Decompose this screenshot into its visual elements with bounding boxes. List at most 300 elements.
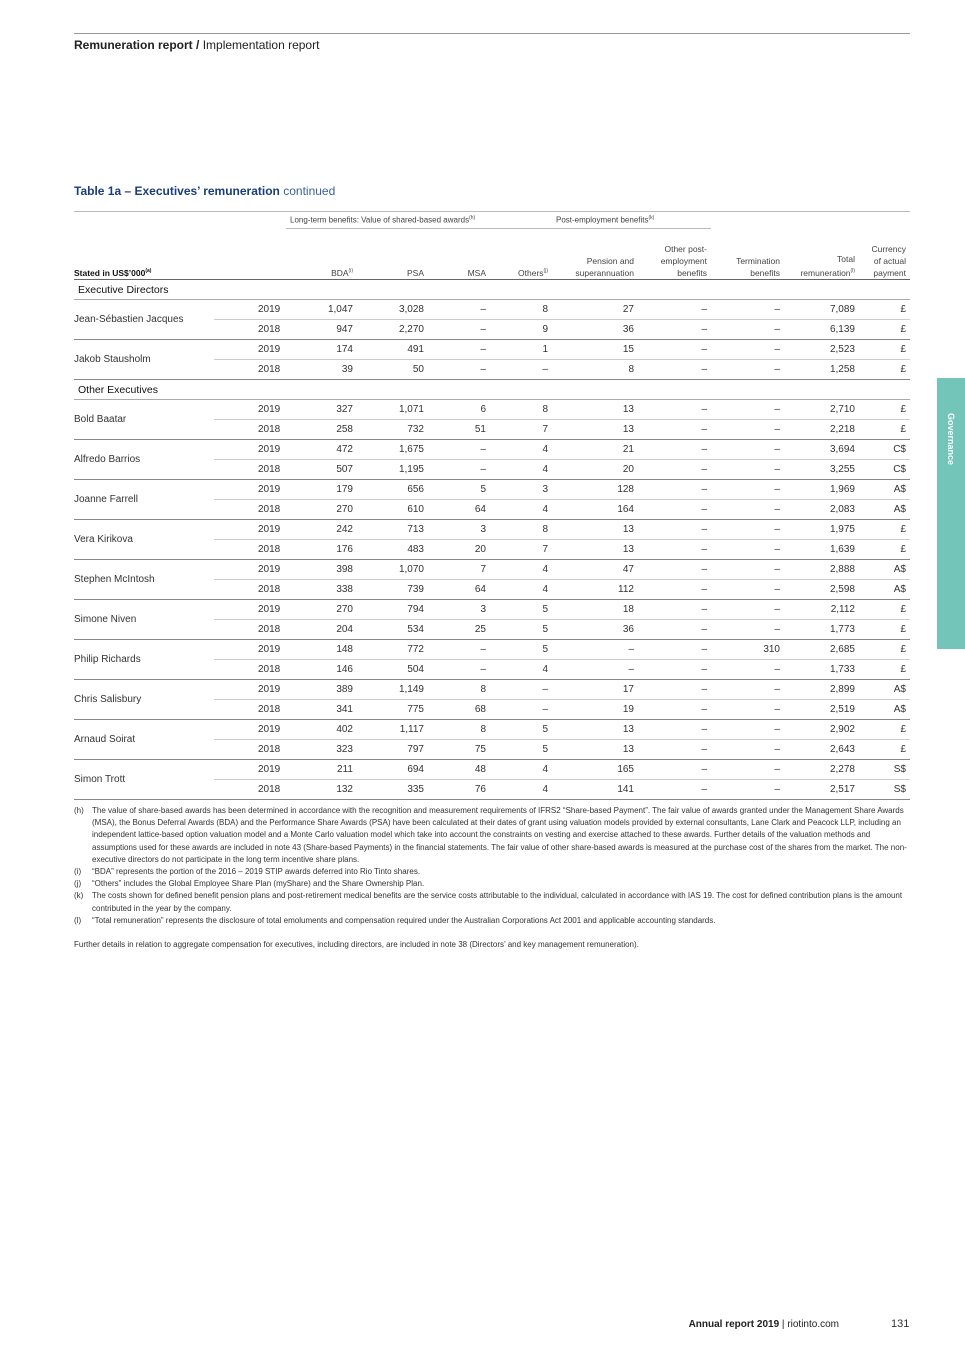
- value-cell: 165: [552, 760, 638, 780]
- top-rule: [74, 33, 910, 34]
- value-cell: S$: [859, 760, 910, 780]
- value-cell: 68: [428, 700, 490, 720]
- value-cell: 1,969: [784, 480, 859, 500]
- value-cell: A$: [859, 560, 910, 580]
- table-row: [74, 400, 910, 420]
- year-cell: 2019: [214, 720, 286, 740]
- value-cell: –: [711, 560, 784, 580]
- value-cell: 19: [552, 700, 638, 720]
- value-cell: 258: [286, 420, 357, 440]
- value-cell: 146: [286, 660, 357, 680]
- value-cell: 13: [552, 540, 638, 560]
- value-cell: 3: [428, 600, 490, 620]
- value-cell: 179: [286, 480, 357, 500]
- value-cell: 1,149: [357, 680, 428, 700]
- footnote-text: The value of share-based awards has been determined in accordance with the recognition and measurement requirements of IFRS2 “Share-based Payment”. The fair value of awards granted under the Management Share Awards (MSA), the Bonus Deferral Awards (BDA) and the Performance Share Awards (PSA) have been calculated at their dates of grant using valuation models provided by external consultants, Lane Clark and Peacock LLP, including an independent lattice-based option valuation model and a Monte Carlo valuation model which take into account the constraints on vesting and exercise attached to these awards. Further details of the valuation methods and assumptions used for these awards are included in note 43 (Share-based Payments) in the financial statements. The fair value of other share-based awards is measured at the purchase cost of the shares from the market. The non-executive directors do not participate in the long term incentive share plans.: [92, 806, 907, 864]
- value-cell: –: [638, 780, 711, 800]
- value-cell: 323: [286, 740, 357, 760]
- value-cell: –: [638, 560, 711, 580]
- value-cell: –: [428, 360, 490, 380]
- value-cell: 13: [552, 420, 638, 440]
- value-cell: 772: [357, 640, 428, 660]
- value-cell: –: [490, 360, 552, 380]
- value-cell: –: [711, 740, 784, 760]
- value-cell: 483: [357, 540, 428, 560]
- table-row: [74, 680, 910, 700]
- value-cell: 797: [357, 740, 428, 760]
- value-cell: –: [711, 600, 784, 620]
- value-cell: £: [859, 320, 910, 340]
- value-cell: –: [638, 500, 711, 520]
- footnote-label: (j): [74, 879, 82, 889]
- col-bda: BDA$^{(i)}$: [286, 229, 357, 280]
- table-body: [74, 280, 910, 800]
- value-cell: 1,071: [357, 400, 428, 420]
- footnote-label: (i): [74, 867, 82, 877]
- value-cell: 39: [286, 360, 357, 380]
- value-cell: 270: [286, 600, 357, 620]
- year-cell: 2019: [214, 680, 286, 700]
- value-cell: 7: [490, 420, 552, 440]
- footnote-label: (k): [74, 891, 84, 901]
- value-cell: 7,089: [784, 300, 859, 320]
- value-cell: 341: [286, 700, 357, 720]
- value-cell: 534: [357, 620, 428, 640]
- footnote: [74, 805, 910, 866]
- value-cell: 1,733: [784, 660, 859, 680]
- year-cell: 2019: [214, 400, 286, 420]
- value-cell: –: [428, 640, 490, 660]
- value-cell: 5: [490, 620, 552, 640]
- value-cell: –: [428, 460, 490, 480]
- value-cell: –: [490, 700, 552, 720]
- value-cell: 36: [552, 620, 638, 640]
- year-cell: 2018: [214, 580, 286, 600]
- value-cell: –: [711, 400, 784, 420]
- value-cell: –: [638, 760, 711, 780]
- value-cell: £: [859, 400, 910, 420]
- value-cell: 148: [286, 640, 357, 660]
- value-cell: –: [638, 720, 711, 740]
- value-cell: 3,255: [784, 460, 859, 480]
- value-cell: –: [711, 720, 784, 740]
- value-cell: 2,218: [784, 420, 859, 440]
- value-cell: –: [638, 480, 711, 500]
- year-cell: 2019: [214, 640, 286, 660]
- value-cell: 2,888: [784, 560, 859, 580]
- value-cell: 6,139: [784, 320, 859, 340]
- value-cell: £: [859, 360, 910, 380]
- side-tab-governance[interactable]: [937, 378, 965, 649]
- col-termination: Termination benefits: [711, 229, 784, 280]
- value-cell: 1,117: [357, 720, 428, 740]
- value-cell: –: [638, 440, 711, 460]
- value-cell: 64: [428, 580, 490, 600]
- footnote: [74, 878, 910, 890]
- value-cell: £: [859, 540, 910, 560]
- value-cell: –: [428, 340, 490, 360]
- value-cell: –: [428, 320, 490, 340]
- value-cell: 13: [552, 740, 638, 760]
- value-cell: –: [638, 320, 711, 340]
- value-cell: –: [711, 620, 784, 640]
- year-cell: 2019: [214, 340, 286, 360]
- value-cell: 5: [490, 640, 552, 660]
- value-cell: A$: [859, 500, 910, 520]
- footnote-text: “Others” includes the Global Employee Share Plan (myShare) and the Share Ownership Plan.: [92, 879, 425, 889]
- value-cell: –: [711, 700, 784, 720]
- value-cell: 4: [490, 580, 552, 600]
- value-cell: 3: [490, 480, 552, 500]
- value-cell: 338: [286, 580, 357, 600]
- footnotes: [74, 805, 910, 951]
- footnote-text: The costs shown for defined benefit pension plans and post-retirement medical benefits are the service costs attributable to the individual, calculated in accordance with IAS 19. The cost for defined contribution plans is the amount contributed in the year by the company.: [92, 891, 903, 913]
- executive-name: Simon Trott: [74, 760, 214, 800]
- value-cell: 1,195: [357, 460, 428, 480]
- value-cell: 176: [286, 540, 357, 560]
- value-cell: 794: [357, 600, 428, 620]
- value-cell: –: [638, 340, 711, 360]
- table-row: [74, 720, 910, 740]
- footnote: [74, 890, 910, 914]
- value-cell: 13: [552, 720, 638, 740]
- value-cell: A$: [859, 480, 910, 500]
- value-cell: 132: [286, 780, 357, 800]
- value-cell: 8: [490, 300, 552, 320]
- value-cell: –: [711, 340, 784, 360]
- value-cell: –: [638, 680, 711, 700]
- value-cell: 7: [428, 560, 490, 580]
- executive-name: Bold Baatar: [74, 400, 214, 440]
- section-row: [74, 380, 910, 400]
- value-cell: 21: [552, 440, 638, 460]
- value-cell: 141: [552, 780, 638, 800]
- page-footer: Annual report 2019 | riotinto.com: [688, 1319, 839, 1330]
- footnote: [74, 866, 910, 878]
- value-cell: 398: [286, 560, 357, 580]
- value-cell: 6: [428, 400, 490, 420]
- table-row: [74, 560, 910, 580]
- value-cell: 242: [286, 520, 357, 540]
- value-cell: 164: [552, 500, 638, 520]
- value-cell: 2,519: [784, 700, 859, 720]
- executive-name: Vera Kirikova: [74, 520, 214, 560]
- value-cell: –: [638, 400, 711, 420]
- value-cell: 8: [490, 400, 552, 420]
- value-cell: 174: [286, 340, 357, 360]
- page-number: 131: [891, 1318, 910, 1330]
- executive-name: Arnaud Soirat: [74, 720, 214, 760]
- value-cell: 2,598: [784, 580, 859, 600]
- value-cell: 4: [490, 560, 552, 580]
- value-cell: £: [859, 640, 910, 660]
- page-header: [74, 38, 319, 52]
- value-cell: 1,258: [784, 360, 859, 380]
- executive-name: Jakob Stausholm: [74, 340, 214, 380]
- value-cell: 1,975: [784, 520, 859, 540]
- year-cell: 2018: [214, 540, 286, 560]
- table-row: [74, 440, 910, 460]
- value-cell: 3,694: [784, 440, 859, 460]
- value-cell: –: [638, 540, 711, 560]
- value-cell: 128: [552, 480, 638, 500]
- value-cell: –: [638, 640, 711, 660]
- value-cell: 13: [552, 520, 638, 540]
- value-cell: 5: [490, 600, 552, 620]
- value-cell: 2,899: [784, 680, 859, 700]
- value-cell: 270: [286, 500, 357, 520]
- value-cell: 13: [552, 400, 638, 420]
- value-cell: 64: [428, 500, 490, 520]
- value-cell: 335: [357, 780, 428, 800]
- section-row: [74, 280, 910, 300]
- col-stated: Stated in US$’000$^{(a)}$: [74, 229, 214, 280]
- value-cell: –: [711, 500, 784, 520]
- table-row: [74, 300, 910, 320]
- year-cell: 2019: [214, 560, 286, 580]
- value-cell: –: [552, 660, 638, 680]
- remuneration-table: [74, 211, 910, 800]
- value-cell: £: [859, 300, 910, 320]
- value-cell: –: [638, 620, 711, 640]
- value-cell: 327: [286, 400, 357, 420]
- value-cell: 1: [490, 340, 552, 360]
- value-cell: 2,112: [784, 600, 859, 620]
- value-cell: C$: [859, 460, 910, 480]
- further-details: Further details in relation to aggregate compensation for executives, including directors, are included in note 38 (Directors’ and key management remuneration).: [74, 940, 639, 950]
- table-row: [74, 340, 910, 360]
- value-cell: 76: [428, 780, 490, 800]
- value-cell: 4: [490, 440, 552, 460]
- value-cell: –: [711, 580, 784, 600]
- executive-name: Alfredo Barrios: [74, 440, 214, 480]
- footnote-text: “BDA” represents the portion of the 2016 – 2019 STIP awards deferred into Rio Tinto shares.: [92, 867, 421, 877]
- year-cell: 2019: [214, 480, 286, 500]
- year-cell: 2019: [214, 760, 286, 780]
- value-cell: 2,517: [784, 780, 859, 800]
- value-cell: –: [711, 680, 784, 700]
- value-cell: 4: [490, 500, 552, 520]
- value-cell: –: [428, 300, 490, 320]
- value-cell: 732: [357, 420, 428, 440]
- value-cell: £: [859, 600, 910, 620]
- year-cell: 2019: [214, 300, 286, 320]
- year-cell: 2018: [214, 740, 286, 760]
- value-cell: A$: [859, 580, 910, 600]
- value-cell: –: [711, 660, 784, 680]
- value-cell: 3: [428, 520, 490, 540]
- table-row: [74, 640, 910, 660]
- value-cell: 4: [490, 460, 552, 480]
- section-label: Executive Directors: [74, 280, 910, 300]
- value-cell: –: [711, 440, 784, 460]
- value-cell: 112: [552, 580, 638, 600]
- col-others: Others$^{(j)}$: [490, 229, 552, 280]
- value-cell: 8: [552, 360, 638, 380]
- value-cell: –: [711, 320, 784, 340]
- value-cell: –: [711, 300, 784, 320]
- value-cell: £: [859, 420, 910, 440]
- section-label: Other Executives: [74, 380, 910, 400]
- value-cell: S$: [859, 780, 910, 800]
- value-cell: £: [859, 520, 910, 540]
- value-cell: 36: [552, 320, 638, 340]
- value-cell: 947: [286, 320, 357, 340]
- header-section: Remuneration report /: [74, 38, 200, 52]
- value-cell: 50: [357, 360, 428, 380]
- value-cell: 1,070: [357, 560, 428, 580]
- value-cell: 2,270: [357, 320, 428, 340]
- table-title-suffix: continued: [283, 184, 336, 198]
- value-cell: –: [428, 440, 490, 460]
- value-cell: 2,710: [784, 400, 859, 420]
- value-cell: 402: [286, 720, 357, 740]
- group-long-term: Long-term benefits: Value of shared-based awards$^{(h)}$: [286, 212, 552, 229]
- value-cell: 610: [357, 500, 428, 520]
- value-cell: 211: [286, 760, 357, 780]
- value-cell: 694: [357, 760, 428, 780]
- value-cell: –: [638, 460, 711, 480]
- value-cell: 389: [286, 680, 357, 700]
- value-cell: 2,685: [784, 640, 859, 660]
- value-cell: £: [859, 340, 910, 360]
- value-cell: £: [859, 720, 910, 740]
- col-msa: MSA: [428, 229, 490, 280]
- value-cell: 204: [286, 620, 357, 640]
- value-cell: –: [638, 300, 711, 320]
- value-cell: 491: [357, 340, 428, 360]
- footnote-label: (l): [74, 915, 82, 925]
- value-cell: –: [711, 780, 784, 800]
- year-cell: 2018: [214, 460, 286, 480]
- value-cell: –: [490, 680, 552, 700]
- value-cell: 2,523: [784, 340, 859, 360]
- value-cell: –: [711, 540, 784, 560]
- value-cell: 1,047: [286, 300, 357, 320]
- value-cell: 656: [357, 480, 428, 500]
- footnote-list: [74, 805, 910, 927]
- executive-name: Jean-Sébastien Jacques: [74, 300, 214, 340]
- year-cell: 2018: [214, 780, 286, 800]
- value-cell: C$: [859, 440, 910, 460]
- value-cell: –: [711, 360, 784, 380]
- value-cell: 4: [490, 760, 552, 780]
- footer-report: Annual report 2019: [688, 1319, 780, 1330]
- table-row: [74, 600, 910, 620]
- value-cell: £: [859, 620, 910, 640]
- value-cell: 48: [428, 760, 490, 780]
- value-cell: A$: [859, 680, 910, 700]
- value-cell: £: [859, 740, 910, 760]
- value-cell: 775: [357, 700, 428, 720]
- col-currency: Currency of actual payment: [859, 229, 910, 280]
- value-cell: 2,083: [784, 500, 859, 520]
- footnote-label: (h): [74, 806, 84, 815]
- col-other-post: Other post-employment benefits: [638, 229, 711, 280]
- value-cell: 27: [552, 300, 638, 320]
- value-cell: 20: [428, 540, 490, 560]
- value-cell: 504: [357, 660, 428, 680]
- value-cell: 5: [490, 740, 552, 760]
- value-cell: 17: [552, 680, 638, 700]
- year-cell: 2019: [214, 440, 286, 460]
- value-cell: £: [859, 660, 910, 680]
- col-psa: PSA: [357, 229, 428, 280]
- value-cell: –: [638, 420, 711, 440]
- value-cell: 75: [428, 740, 490, 760]
- value-cell: 2,643: [784, 740, 859, 760]
- value-cell: –: [638, 700, 711, 720]
- table-title-main: Table 1a – Executives’ remuneration: [74, 184, 280, 198]
- value-cell: 5: [490, 720, 552, 740]
- value-cell: 1,773: [784, 620, 859, 640]
- column-header-row: [74, 229, 910, 280]
- value-cell: 739: [357, 580, 428, 600]
- value-cell: 51: [428, 420, 490, 440]
- value-cell: –: [711, 520, 784, 540]
- year-cell: 2019: [214, 520, 286, 540]
- footnote-text: “Total remuneration” represents the disclosure of total emoluments and compensation required under the Australian Corporations Act 2001 and applicable accounting standards.: [92, 915, 716, 925]
- value-cell: –: [552, 640, 638, 660]
- year-cell: 2018: [214, 620, 286, 640]
- group-post-employment: Post-employment benefits$^{(k)}$: [552, 212, 711, 229]
- executive-name: Chris Salisbury: [74, 680, 214, 720]
- year-cell: 2019: [214, 600, 286, 620]
- value-cell: –: [711, 460, 784, 480]
- year-cell: 2018: [214, 700, 286, 720]
- value-cell: 3,028: [357, 300, 428, 320]
- executive-name: Stephen McIntosh: [74, 560, 214, 600]
- value-cell: 713: [357, 520, 428, 540]
- value-cell: 8: [428, 680, 490, 700]
- value-cell: 4: [490, 780, 552, 800]
- year-cell: 2018: [214, 660, 286, 680]
- table-title: [74, 184, 335, 198]
- footnote: [74, 915, 910, 927]
- value-cell: –: [638, 600, 711, 620]
- executive-name: Joanne Farrell: [74, 480, 214, 520]
- value-cell: 310: [711, 640, 784, 660]
- value-cell: –: [638, 740, 711, 760]
- footer-site-link[interactable]: riotinto.com: [787, 1319, 839, 1330]
- year-cell: 2018: [214, 360, 286, 380]
- value-cell: 1,639: [784, 540, 859, 560]
- value-cell: 47: [552, 560, 638, 580]
- value-cell: –: [428, 660, 490, 680]
- value-cell: –: [638, 520, 711, 540]
- table-row: [74, 760, 910, 780]
- year-cell: 2018: [214, 500, 286, 520]
- executive-name: Simone Niven: [74, 600, 214, 640]
- value-cell: –: [638, 660, 711, 680]
- group-header-row: [74, 212, 910, 229]
- value-cell: 7: [490, 540, 552, 560]
- value-cell: –: [711, 760, 784, 780]
- value-cell: 1,675: [357, 440, 428, 460]
- value-cell: 15: [552, 340, 638, 360]
- value-cell: –: [711, 420, 784, 440]
- value-cell: –: [638, 580, 711, 600]
- value-cell: –: [711, 480, 784, 500]
- year-cell: 2018: [214, 420, 286, 440]
- value-cell: 2,278: [784, 760, 859, 780]
- value-cell: 4: [490, 660, 552, 680]
- value-cell: 8: [428, 720, 490, 740]
- value-cell: 507: [286, 460, 357, 480]
- col-pension: Pension and superannuation: [552, 229, 638, 280]
- value-cell: 2,902: [784, 720, 859, 740]
- executive-name: Philip Richards: [74, 640, 214, 680]
